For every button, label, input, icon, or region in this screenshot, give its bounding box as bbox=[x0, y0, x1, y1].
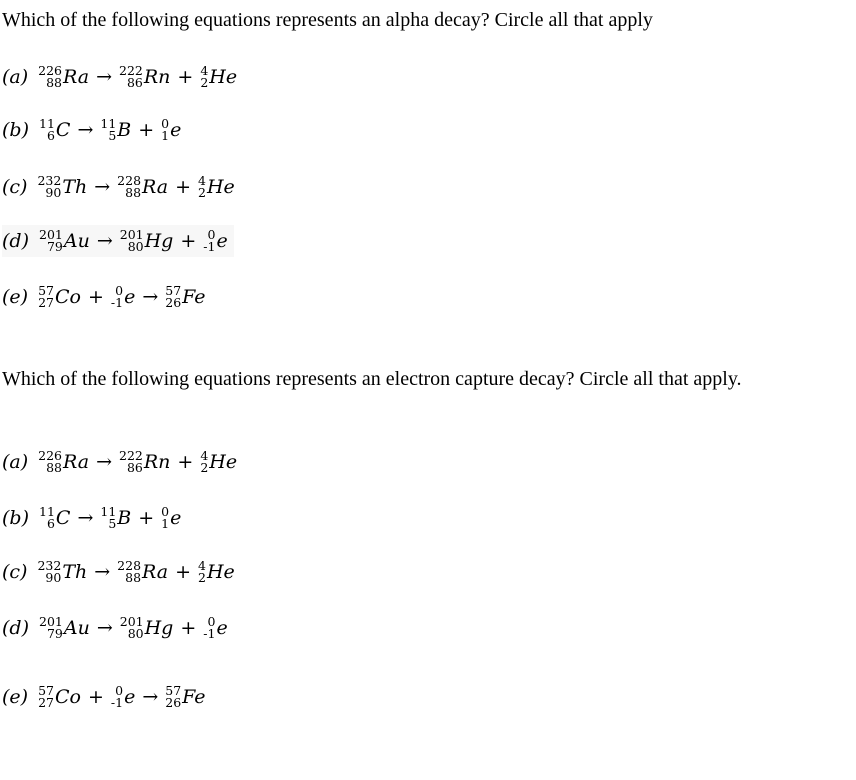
nuclide bbox=[120, 612, 174, 644]
option-label: (c) bbox=[2, 176, 28, 198]
element-symbol: Th bbox=[62, 176, 88, 198]
mass-number: 0 bbox=[115, 683, 124, 698]
question-2-option-d[interactable] bbox=[2, 612, 234, 644]
element-symbol: Rn bbox=[143, 66, 171, 88]
mass-number: 11 bbox=[39, 116, 55, 131]
reaction-arrow: → bbox=[96, 617, 113, 639]
atomic-number: 2 bbox=[198, 185, 206, 200]
element-symbol: e bbox=[216, 617, 228, 639]
atomic-number: 1 bbox=[161, 128, 170, 143]
mass-number: 232 bbox=[37, 173, 62, 188]
isotope-numbers bbox=[200, 65, 208, 89]
question-2-option-b[interactable] bbox=[2, 502, 187, 534]
element-symbol: e bbox=[124, 686, 136, 708]
isotope-numbers bbox=[203, 616, 215, 640]
question-1-option-c[interactable] bbox=[2, 171, 241, 203]
plus-sign: + bbox=[87, 686, 104, 708]
mass-number: 57 bbox=[38, 283, 54, 298]
plus-sign: + bbox=[180, 617, 197, 639]
nuclide bbox=[37, 171, 87, 203]
element-symbol: He bbox=[206, 176, 235, 198]
isotope-numbers bbox=[38, 285, 54, 309]
isotope-numbers bbox=[37, 560, 61, 584]
option-label: (a) bbox=[2, 66, 29, 88]
atomic-number: 2 bbox=[198, 570, 206, 585]
element-symbol: He bbox=[209, 451, 238, 473]
mass-number: 0 bbox=[161, 504, 170, 519]
mass-number: 4 bbox=[198, 173, 206, 188]
question-1-option-a[interactable] bbox=[2, 61, 243, 93]
element-symbol: e bbox=[124, 286, 136, 308]
nuclide bbox=[100, 502, 131, 534]
plus-sign: + bbox=[175, 561, 192, 583]
option-label: (a) bbox=[2, 451, 29, 473]
isotope-numbers bbox=[117, 175, 141, 199]
nuclide bbox=[39, 502, 70, 534]
reaction-arrow: → bbox=[96, 230, 113, 252]
element-symbol: Fe bbox=[182, 686, 206, 708]
nuclide bbox=[117, 556, 168, 588]
element-symbol: Ra bbox=[63, 451, 90, 473]
element-symbol: e bbox=[216, 230, 228, 252]
atomic-number: 90 bbox=[45, 570, 62, 585]
mass-number: 222 bbox=[119, 63, 143, 78]
mass-number: 11 bbox=[100, 504, 117, 519]
element-symbol: C bbox=[55, 507, 71, 529]
atomic-number: 2 bbox=[200, 460, 209, 475]
mass-number: 228 bbox=[117, 173, 142, 188]
reaction-arrow: → bbox=[94, 561, 111, 583]
mass-number: 0 bbox=[207, 614, 216, 629]
atomic-number: 27 bbox=[38, 695, 54, 710]
plus-sign: + bbox=[180, 230, 197, 252]
mass-number: 4 bbox=[200, 63, 209, 78]
atomic-number: 26 bbox=[165, 295, 182, 310]
plus-sign: + bbox=[87, 286, 104, 308]
element-symbol: He bbox=[206, 561, 235, 583]
atomic-number: -1 bbox=[203, 626, 216, 641]
atomic-number: 5 bbox=[108, 128, 117, 143]
isotope-numbers bbox=[100, 118, 116, 142]
option-label: (e) bbox=[2, 286, 29, 308]
plus-sign: + bbox=[138, 507, 155, 529]
mass-number: 57 bbox=[165, 683, 182, 698]
nuclide bbox=[38, 61, 89, 93]
plus-sign: + bbox=[138, 119, 155, 141]
mass-number: 201 bbox=[119, 227, 144, 242]
mass-number: 0 bbox=[115, 283, 124, 298]
atomic-number: 80 bbox=[127, 626, 144, 641]
atomic-number: 88 bbox=[46, 460, 63, 475]
question-1-option-b[interactable] bbox=[2, 114, 187, 146]
plus-sign: + bbox=[177, 451, 194, 473]
mass-number: 0 bbox=[161, 116, 170, 131]
question-2-option-a[interactable] bbox=[2, 446, 243, 478]
nuclide bbox=[161, 502, 181, 534]
isotope-numbers bbox=[200, 450, 208, 474]
mass-number: 222 bbox=[119, 448, 143, 463]
isotope-numbers bbox=[37, 175, 61, 199]
element-symbol: e bbox=[170, 119, 182, 141]
element-symbol: Ra bbox=[142, 176, 169, 198]
atomic-number: 88 bbox=[46, 75, 63, 90]
mass-number: 201 bbox=[39, 614, 63, 629]
atomic-number: 80 bbox=[127, 239, 144, 254]
reaction-arrow: → bbox=[96, 451, 113, 473]
element-symbol: e bbox=[170, 507, 182, 529]
isotope-numbers bbox=[161, 118, 169, 142]
atomic-number: 88 bbox=[125, 570, 142, 585]
isotope-numbers bbox=[198, 175, 206, 199]
mass-number: 228 bbox=[117, 558, 142, 573]
atomic-number: 86 bbox=[126, 75, 143, 90]
atomic-number: 26 bbox=[165, 695, 182, 710]
element-symbol: Au bbox=[63, 230, 90, 252]
reaction-arrow: → bbox=[94, 176, 111, 198]
element-symbol: Co bbox=[54, 286, 81, 308]
nuclide bbox=[39, 114, 70, 146]
isotope-numbers bbox=[100, 506, 116, 530]
atomic-number: 88 bbox=[125, 185, 142, 200]
atomic-number: 90 bbox=[45, 185, 62, 200]
isotope-numbers bbox=[39, 118, 55, 142]
reaction-arrow: → bbox=[77, 507, 94, 529]
nuclide bbox=[117, 171, 168, 203]
isotope-numbers bbox=[120, 229, 144, 253]
isotope-numbers bbox=[119, 450, 143, 474]
reaction-arrow: → bbox=[142, 286, 159, 308]
isotope-numbers bbox=[198, 560, 206, 584]
atomic-number: -1 bbox=[203, 239, 216, 254]
option-label: (c) bbox=[2, 561, 28, 583]
nuclide bbox=[111, 281, 135, 313]
question-1-option-e[interactable] bbox=[2, 281, 212, 313]
nuclide bbox=[119, 61, 170, 93]
isotope-numbers bbox=[111, 285, 123, 309]
nuclide bbox=[120, 225, 174, 257]
atomic-number: 27 bbox=[38, 295, 54, 310]
element-symbol: C bbox=[55, 119, 71, 141]
nuclide bbox=[100, 114, 131, 146]
element-symbol: Co bbox=[54, 686, 81, 708]
mass-number: 226 bbox=[38, 63, 63, 78]
isotope-numbers bbox=[38, 450, 62, 474]
element-symbol: B bbox=[117, 119, 132, 141]
nuclide bbox=[39, 225, 90, 257]
isotope-numbers bbox=[39, 229, 63, 253]
plus-sign: + bbox=[177, 66, 194, 88]
isotope-numbers bbox=[39, 506, 55, 530]
nuclide bbox=[165, 281, 205, 313]
isotope-numbers bbox=[161, 506, 169, 530]
atomic-number: 6 bbox=[46, 516, 55, 531]
mass-number: 11 bbox=[100, 116, 117, 131]
reaction-arrow: → bbox=[77, 119, 94, 141]
nuclide bbox=[203, 225, 227, 257]
option-label: (e) bbox=[2, 686, 29, 708]
element-symbol: Hg bbox=[144, 230, 174, 252]
mass-number: 57 bbox=[165, 283, 182, 298]
element-symbol: Th bbox=[62, 561, 88, 583]
atomic-number: 5 bbox=[108, 516, 117, 531]
atomic-number: -1 bbox=[110, 695, 124, 710]
isotope-numbers bbox=[38, 65, 62, 89]
isotope-numbers bbox=[119, 65, 143, 89]
element-symbol: Ra bbox=[63, 66, 90, 88]
nuclide bbox=[119, 446, 170, 478]
nuclide bbox=[38, 446, 89, 478]
isotope-numbers bbox=[39, 616, 63, 640]
nuclide bbox=[198, 556, 235, 588]
mass-number: 11 bbox=[39, 504, 55, 519]
element-symbol: Rn bbox=[143, 451, 171, 473]
mass-number: 0 bbox=[207, 227, 216, 242]
element-symbol: Hg bbox=[144, 617, 174, 639]
question-1-prompt: Which of the following equations represents an alpha decay? Circle all that apply bbox=[2, 9, 653, 31]
nuclide bbox=[161, 114, 181, 146]
isotope-numbers bbox=[38, 685, 54, 709]
element-symbol: Au bbox=[63, 617, 90, 639]
atomic-number: 86 bbox=[126, 460, 143, 475]
question-2-option-e[interactable] bbox=[2, 681, 212, 713]
isotope-numbers bbox=[165, 285, 181, 309]
nuclide bbox=[111, 681, 135, 713]
plus-sign: + bbox=[175, 176, 192, 198]
atomic-number: 2 bbox=[200, 75, 209, 90]
nuclide bbox=[200, 446, 237, 478]
option-label: (b) bbox=[2, 119, 29, 141]
atomic-number: 1 bbox=[161, 516, 170, 531]
isotope-numbers bbox=[203, 229, 215, 253]
isotope-numbers bbox=[120, 616, 144, 640]
element-symbol: B bbox=[117, 507, 132, 529]
mass-number: 201 bbox=[39, 227, 63, 242]
reaction-arrow: → bbox=[142, 686, 159, 708]
option-label: (d) bbox=[2, 617, 29, 639]
isotope-numbers bbox=[117, 560, 141, 584]
nuclide bbox=[38, 681, 81, 713]
mass-number: 201 bbox=[119, 614, 144, 629]
atomic-number: 79 bbox=[46, 239, 63, 254]
nuclide bbox=[203, 612, 227, 644]
atomic-number: 6 bbox=[46, 128, 55, 143]
isotope-numbers bbox=[165, 685, 181, 709]
element-symbol: Fe bbox=[182, 286, 206, 308]
element-symbol: He bbox=[209, 66, 238, 88]
question-2-option-c[interactable] bbox=[2, 556, 241, 588]
atomic-number: 79 bbox=[46, 626, 63, 641]
mass-number: 4 bbox=[198, 558, 206, 573]
nuclide bbox=[200, 61, 237, 93]
nuclide bbox=[38, 281, 81, 313]
mass-number: 226 bbox=[38, 448, 63, 463]
mass-number: 232 bbox=[37, 558, 62, 573]
mass-number: 4 bbox=[200, 448, 209, 463]
mass-number: 57 bbox=[38, 683, 54, 698]
question-2-prompt: Which of the following equations represents an electron capture decay? Circle all that apply. bbox=[2, 368, 742, 390]
reaction-arrow: → bbox=[96, 66, 113, 88]
element-symbol: Ra bbox=[142, 561, 169, 583]
nuclide bbox=[198, 171, 235, 203]
nuclide bbox=[39, 612, 90, 644]
option-label: (d) bbox=[2, 230, 29, 252]
nuclide bbox=[37, 556, 87, 588]
nuclide bbox=[165, 681, 205, 713]
option-label: (b) bbox=[2, 507, 29, 529]
isotope-numbers bbox=[111, 685, 123, 709]
question-1-option-d[interactable] bbox=[2, 225, 234, 257]
atomic-number: -1 bbox=[110, 295, 124, 310]
